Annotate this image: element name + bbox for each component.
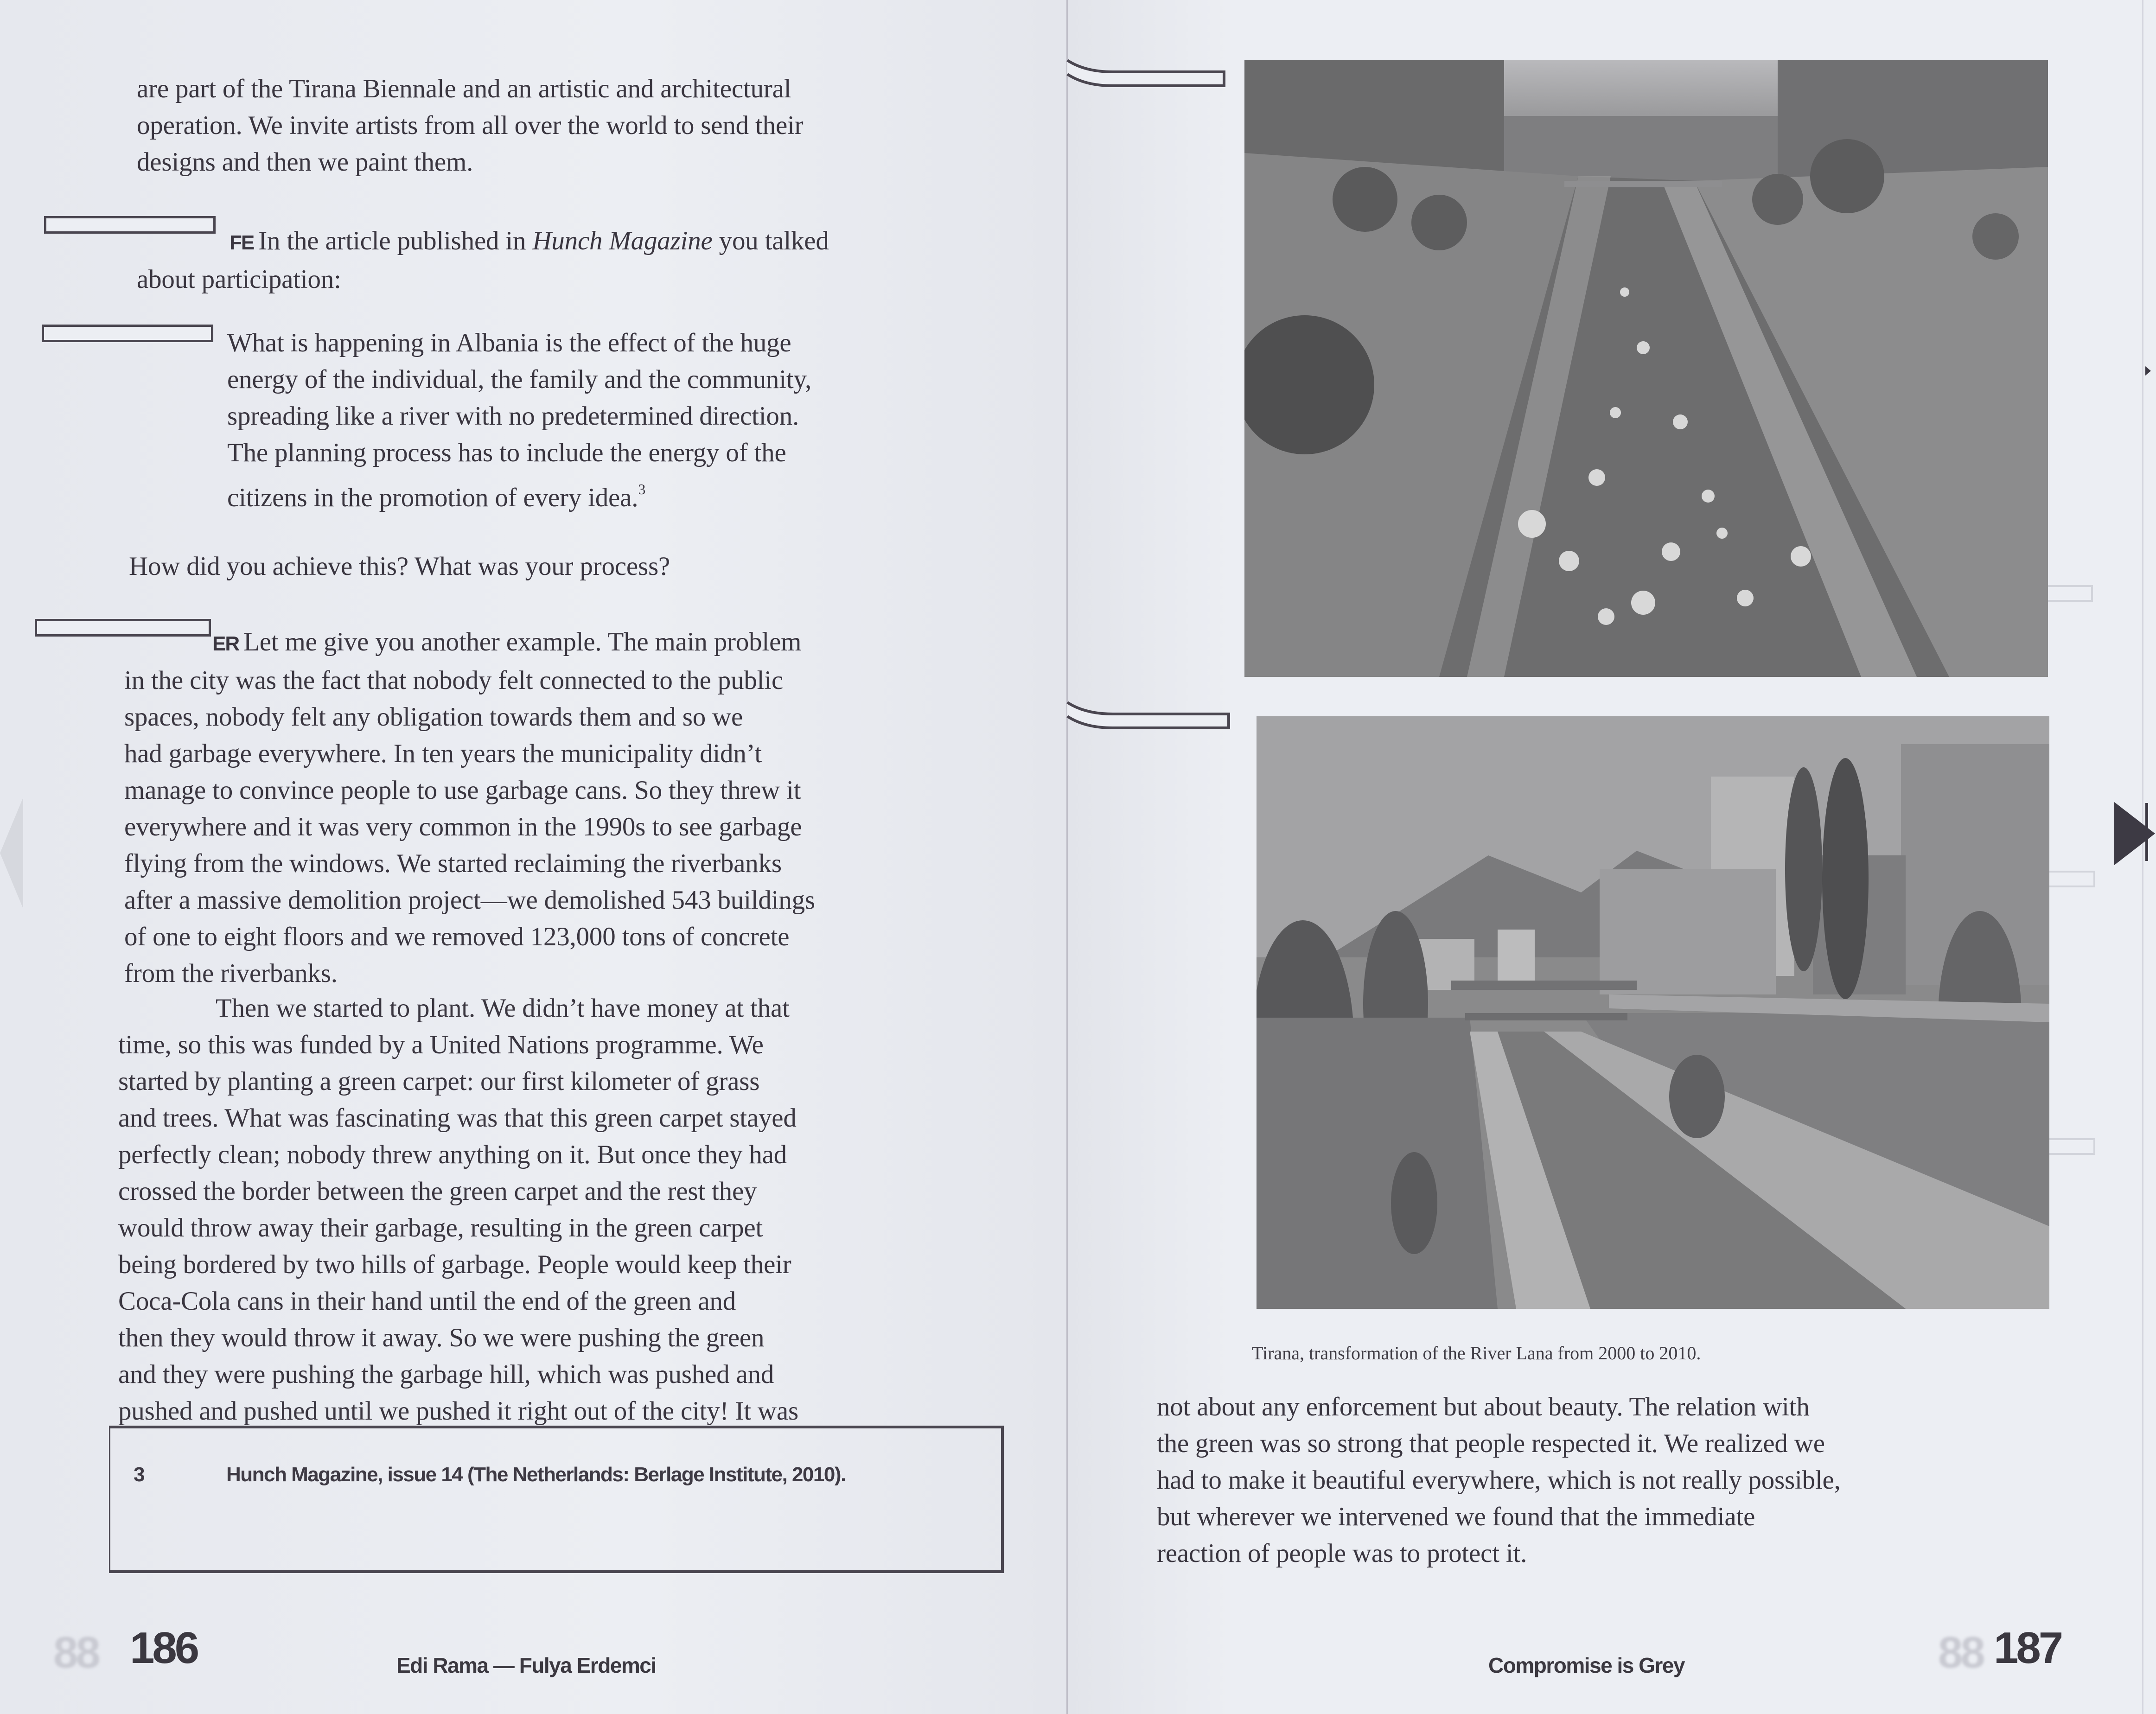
planting-paragraph bbox=[118, 990, 798, 1429]
text-run: In the article published in bbox=[258, 226, 533, 255]
text-line: reaction of people was to protect it. bbox=[1157, 1539, 1527, 1568]
block-quote bbox=[227, 325, 811, 516]
text-run: citizens in the promotion of every idea. bbox=[227, 483, 638, 512]
book-gutter bbox=[1066, 0, 1068, 1714]
text-line: manage to convince people to use garbage cans. So they threw it bbox=[124, 776, 801, 805]
photo-river-2010 bbox=[1257, 716, 2049, 1309]
photo-river-2000 bbox=[1244, 60, 2048, 677]
footnote-box bbox=[109, 1426, 1004, 1573]
text-line: perfectly clean; nobody threw anything on it. But once they had bbox=[118, 1140, 787, 1169]
footnote-number: 3 bbox=[134, 1463, 144, 1486]
text-line: in the city was the fact that nobody felt connected to the public bbox=[124, 666, 784, 695]
text-line: not about any enforcement but about beauty. The relation with bbox=[1157, 1392, 1810, 1421]
text-line: everywhere and it was very common in the 1990s to see garbage bbox=[124, 812, 802, 841]
text-line: then they would throw it away. So we were pushing the green bbox=[118, 1323, 765, 1352]
text-line: from the riverbanks. bbox=[124, 959, 338, 988]
text-line: had to make it beautiful everywhere, which is not really possible, bbox=[1157, 1466, 1841, 1495]
text-line bbox=[230, 223, 829, 261]
text-line bbox=[227, 471, 811, 516]
figure-tab-marker bbox=[1066, 700, 1233, 733]
quote-marker bbox=[42, 325, 213, 342]
footnote-reference[interactable]: 3 bbox=[638, 481, 646, 497]
text-run: you talked bbox=[712, 226, 829, 255]
running-head-left: Edi Rama — Fulya Erdemci bbox=[396, 1653, 656, 1677]
text-line: designs and then we paint them. bbox=[137, 147, 473, 177]
speaker-label: ER bbox=[212, 632, 239, 655]
text-line: and trees. What was fascinating was that this green carpet stayed bbox=[118, 1103, 797, 1133]
page-number-left: 186 bbox=[130, 1623, 198, 1673]
river-2000-image bbox=[1244, 60, 2048, 677]
text-line: What is happening in Albania is the effect of the huge bbox=[227, 328, 791, 357]
footnote-text: Hunch Magazine, issue 14 (The Netherlands: Berlage Institute, 2010). bbox=[226, 1463, 846, 1486]
text-line: How did you achieve this? What was your process? bbox=[129, 552, 670, 581]
fe-question bbox=[137, 223, 829, 298]
intro-paragraph bbox=[137, 70, 803, 180]
text-line: spreading like a river with no predetermined direction. bbox=[227, 401, 799, 431]
text-line: flying from the windows. We started reclaiming the riverbanks bbox=[124, 849, 782, 878]
magazine-title: Hunch Magazine bbox=[532, 226, 713, 255]
text-run: Let me give you another example. The main problem bbox=[243, 627, 802, 656]
text-line: spaces, nobody felt any obligation towards them and so we bbox=[124, 702, 743, 732]
text-line bbox=[212, 624, 815, 662]
text-line: and they were pushing the garbage hill, which was pushed and bbox=[118, 1360, 774, 1389]
text-line: time, so this was funded by a United Nations programme. We bbox=[118, 1030, 764, 1059]
page-number-right: 187 bbox=[1994, 1623, 2061, 1673]
running-head-right: Compromise is Grey bbox=[1488, 1653, 1684, 1677]
river-2010-image bbox=[1257, 716, 2049, 1309]
figure-tab-marker bbox=[1066, 58, 1229, 90]
text-line: started by planting a green carpet: our first kilometer of grass bbox=[118, 1067, 760, 1096]
text-line: but wherever we intervened we found that the immediate bbox=[1157, 1502, 1755, 1531]
text-line: pushed and pushed until we pushed it right out of the city! It was bbox=[118, 1396, 798, 1426]
er-answer bbox=[124, 624, 815, 992]
figure-caption: Tirana, transformation of the River Lana from 2000 to 2010. bbox=[1252, 1343, 1701, 1364]
question-line bbox=[129, 548, 670, 585]
text-line: had garbage everywhere. In ten years the municipality didn’t bbox=[124, 739, 762, 768]
text-line: crossed the border between the green carpet and the rest they bbox=[118, 1177, 757, 1206]
text-line: about participation: bbox=[137, 265, 341, 294]
text-line: are part of the Tirana Biennale and an artistic and architectural bbox=[137, 74, 791, 103]
text-line: of one to eight floors and we removed 123,000 tons of concrete bbox=[124, 922, 790, 951]
thumb-index-arrow-icon bbox=[2114, 802, 2155, 865]
small-triangle-mark-icon bbox=[2145, 366, 2151, 376]
text-line: the green was so strong that people respected it. We realized we bbox=[1157, 1429, 1825, 1458]
speaker-label: FE bbox=[230, 231, 254, 254]
text-line: after a massive demolition project—we demolished 543 buildings bbox=[124, 886, 815, 915]
thumb-index-bar bbox=[2145, 803, 2148, 861]
show-through-folio: 88 bbox=[1938, 1628, 1983, 1677]
text-line: The planning process has to include the energy of the bbox=[227, 438, 786, 467]
text-line: being bordered by two hills of garbage. People would keep their bbox=[118, 1250, 791, 1279]
text-line: operation. We invite artists from all over the world to send their bbox=[137, 111, 804, 140]
text-line: Then we started to plant. We didn’t have money at that bbox=[216, 994, 790, 1023]
show-through-folio: 88 bbox=[53, 1628, 98, 1677]
show-through-arrow-icon bbox=[0, 797, 23, 909]
text-line: Coca-Cola cans in their hand until the end of the green and bbox=[118, 1287, 736, 1316]
continuation-paragraph bbox=[1157, 1389, 1841, 1572]
text-line: would throw away their garbage, resulting in the green carpet bbox=[118, 1213, 763, 1242]
text-line: energy of the individual, the family and the community, bbox=[227, 365, 812, 394]
